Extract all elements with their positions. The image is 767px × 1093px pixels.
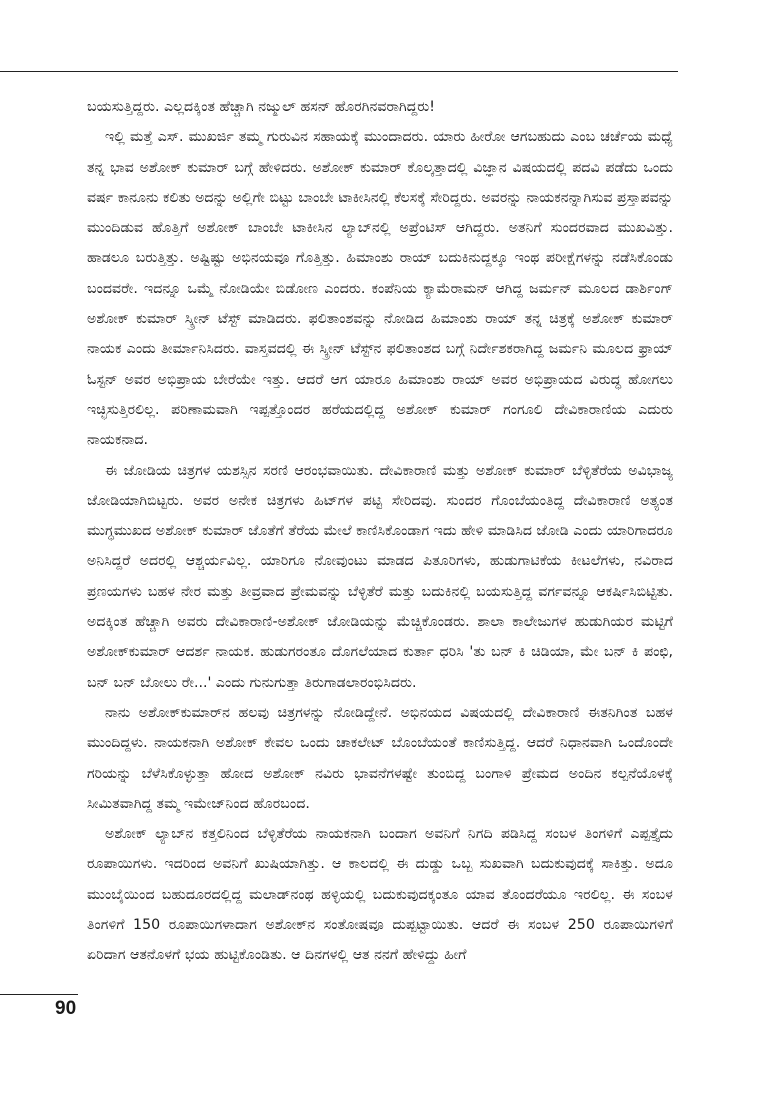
paragraph-salary: ಅಶೋಕ್ ಲ್ಯಾಬ್‌ನ ಕತ್ತಲಿನಿಂದ ಬೆಳ್ಳಿತೆರೆಯ ನಾಯಕನಾಗಿ ಬಂದಾಗ ಅವನಿಗೆ ನಿಗದಿ ಪಡಿಸಿದ್ದ ಸಂಬಳ ತಿಂಗಳಿಗೆ ಎಪ್ಪತ್ತೈದು ರೂಪಾಯಿಗಳು. ಇದರಿಂದ ಅವನಿಗೆ ಖುಷಿಯಾಗಿತ್ತು. ಆ ಕಾಲದಲ್ಲಿ ಈ ದುಡ್ಡು ಒಬ್ಬ ಸುಖವಾಗಿ ಬದುಕುವುದಕ್ಕೆ ಸಾಕಿತ್ತು. ಅದೂ ಮುಂಬೈಯಿಂದ ಬಹುದೂರದಲ್ಲಿದ್ದ ಮಲಾಡ್‌ನಂಥ ಹಳ್ಳಿಯಲ್ಲಿ ಬದುಕುವುದಕ್ಕಂತೂ ಯಾವ ತೊಂದರೆಯೂ ಇರಲಿಲ್ಲ. ಈ ಸಂಬಳ ತಿಂಗಳಿಗೆ 150 ರೂಪಾಯಿಗಳಾದಾಗ ಅಶೋಕ್‌ನ ಸಂತೋಷವೂ ದುಪ್ಪಟ್ಟಾಯಿತು. ಆದರೆ ಈ ಸಂಬಳ 250 ರೂಪಾಯಿಗಳಿಗೆ ಏರಿದಾಗ ಆತನೊಳಗೆ ಭಯ ಹುಟ್ಟಿಕೊಂಡಿತು. ಆ ದಿನಗಳಲ್ಲಿ ಆತ ನನಗೆ ಹೇಳಿದ್ದು ಹೀಗೆ	[87, 826, 673, 964]
paragraph-pair-success: ಈ ಜೋಡಿಯ ಚಿತ್ರಗಳ ಯಶಸ್ಸಿನ ಸರಣಿ ಆರಂಭವಾಯಿತು. ದೇವಿಕಾರಾಣಿ ಮತ್ತು ಅಶೋಕ್ ಕುಮಾರ್ ಬೆಳ್ಳಿತೆರೆಯ ಅವಿಭಾಜ್ಯ ಜೋಡಿಯಾಗಿಬಿಟ್ಟರು. ಅವರ ಅನೇಕ ಚಿತ್ರಗಳು ಹಿಟ್‌ಗಳ ಪಟ್ಟಿ ಸೇರಿದವು. ಸುಂದರ ಗೊಂಬೆಯಂತಿದ್ದ ದೇವಿಕಾರಾಣಿ ಅತ್ಯಂತ ಮುಗ್ಧಮುಖದ ಅಶೋಕ್ ಕುಮಾರ್ ಜೊತೆಗೆ ತೆರೆಯ ಮೇಲೆ ಕಾಣಿಸಿಕೊಂಡಾಗ ಇದು ಹೇಳಿ ಮಾಡಿಸಿದ ಜೋಡಿ ಎಂದು ಯಾರಿಗಾದರೂ ಅನಿಸಿದ್ದರೆ ಅದರಲ್ಲಿ ಆಶ್ಚರ್ಯವಿಲ್ಲ. ಯಾರಿಗೂ ನೋವುಂಟು ಮಾಡದ ಪಿತೂರಿಗಳು, ಹುಡುಗಾಟಿಕೆಯ ಕೀಟಲೆಗಳು, ನವಿರಾದ ಪ್ರಣಯಗಳು ಬಹಳ ನೇರ ಮತ್ತು ತೀವ್ರವಾದ ಪ್ರೇಮವನ್ನು ಬೆಳ್ಳಿತೆರೆ ಮತ್ತು ಬದುಕಿನಲ್ಲಿ ಬಯಸುತ್ತಿದ್ದ ವರ್ಗವನ್ನೂ ಆಕರ್ಷಿಸಿಬಿಟ್ಟಿತು. ಅದಕ್ಕಿಂತ ಹೆಚ್ಚಾಗಿ ಅವರು ದೇವಿಕಾರಾಣಿ-ಅಶೋಕ್ ಜೋಡಿಯನ್ನು ಮೆಚ್ಚಿಕೊಂಡರು. ಶಾಲಾ ಕಾಲೇಜುಗಳ ಹುಡುಗಿಯರ ಮಟ್ಟಿಗೆ ಅಶೋಕ್‌ಕುಮಾರ್ ಆದರ್ಶ ನಾಯಕ. ಹುಡುಗರಂತೂ ದೊಗಲೆಯಾದ ಕುರ್ತಾ ಧರಿಸಿ 'ತು ಬನ್ ಕಿ ಚಿಡಿಯಾ, ಮೇ ಬನ್ ಕಿ ಪಂಛಿ, ಬನ್ ಬನ್ ಬೋಲು ರೇ...' ಎಂದು ಗುನುಗುತ್ತಾ ತಿರುಗಾಡಲಾರಂಭಿಸಿದರು.	[87, 462, 673, 691]
paragraph-mukherjee: ಇಲ್ಲಿ ಮತ್ತೆ ಎಸ್. ಮುಖರ್ಜಿ ತಮ್ಮ ಗುರುವಿನ ಸಹಾಯಕ್ಕೆ ಮುಂದಾದರು. ಯಾರು ಹೀರೋ ಆಗಬಹುದು ಎಂಬ ಚರ್ಚೆಯ ಮಧ್ಯೆ ತನ್ನ ಭಾವ ಅಶೋಕ್ ಕುಮಾರ್ ಬಗ್ಗೆ ಹೇಳಿದರು. ಅಶೋಕ್ ಕುಮಾರ್ ಕೊಲ್ಕತ್ತಾದಲ್ಲಿ ವಿಜ್ಞಾನ ವಿಷಯದಲ್ಲಿ ಪದವಿ ಪಡೆದು ಒಂದು ವರ್ಷ ಕಾನೂನು ಕಲಿತು ಅದನ್ನು ಅಲ್ಲಿಗೇ ಬಿಟ್ಟು ಬಾಂಬೇ ಟಾಕೀಸಿನಲ್ಲಿ ಕೆಲಸಕ್ಕೆ ಸೇರಿದ್ದರು. ಅವರನ್ನು ನಾಯಕನನ್ನಾಗಿಸುವ ಪ್ರಸ್ತಾಪವನ್ನು ಮುಂದಿಡುವ ಹೊತ್ತಿಗೆ ಅಶೋಕ್ ಬಾಂಬೇ ಟಾಕೀಸಿನ ಲ್ಯಾಬ್‌ನಲ್ಲಿ ಅಪ್ರೆಂಟಿಸ್ ಆಗಿದ್ದರು. ಅತನಿಗೆ ಸುಂದರವಾದ ಮುಖವಿತ್ತು. ಹಾಡಲೂ ಬರುತ್ತಿತ್ತು. ಅಷ್ಟಿಷ್ಟು ಅಭಿನಯವೂ ಗೊತ್ತಿತ್ತು. ಹಿಮಾಂಶು ರಾಯ್ ಬದುಕಿನುದ್ದಕ್ಕೂ ಇಂಥ ಪರೀಕ್ಷೆಗಳನ್ನು ನಡೆಸಿಕೊಂಡು ಬಂದವರೇ. ಇದನ್ನೂ ಒಮ್ಮೆ ನೋಡಿಯೇ ಬಿಡೋಣ ಎಂದರು. ಕಂಪೆನಿಯ ಕ್ಯಾಮೆರಾಮನ್ ಆಗಿದ್ದ ಜರ್ಮನ್ ಮೂಲದ ಡಾರ್ಶಿಂಗ್ ಅಶೋಕ್ ಕುಮಾರ್ ಸ್ಕ್ರೀನ್ ಟೆಸ್ಟ್ ಮಾಡಿದರು. ಫಲಿತಾಂಶವನ್ನು ನೋಡಿದ ಹಿಮಾಂಶು ರಾಯ್ ತನ್ನ ಚಿತ್ರಕ್ಕೆ ಅಶೋಕ್ ಕುಮಾರ್ ನಾಯಕ ಎಂದು ತೀರ್ಮಾನಿಸಿದರು. ವಾಸ್ತವದಲ್ಲಿ ಈ ಸ್ಕ್ರೀನ್ ಟೆಸ್ಟ್‌ನ ಫಲಿತಾಂಶದ ಬಗ್ಗೆ ನಿರ್ದೇಶಕರಾಗಿದ್ದ ಜರ್ಮನಿ ಮೂಲದ ಫ್ರಾಯ್ ಓಸ್ಟನ್ ಅವರ ಅಭಿಪ್ರಾಯ ಬೇರೆಯೇ ಇತ್ತು. ಆದರೆ ಆಗ ಯಾರೂ ಹಿಮಾಂಶು ರಾಯ್ ಅವರ ಅಭಿಪ್ರಾಯದ ವಿರುದ್ಧ ಹೋಗಲು ಇಚ್ಛಿಸುತ್ತಿರಲಿಲ್ಲ. ಪರಿಣಾಮವಾಗಿ ಇಪ್ಪತ್ತೊಂದರ ಹರೆಯದಲ್ಲಿದ್ದ ಅಶೋಕ್ ಕುಮಾರ್ ಗಂಗೂಲಿ ದೇವಿಕಾರಾಣಿಯ ಎದುರು ನಾಯಕನಾದ.	[87, 129, 673, 449]
paragraph-continuation: ಬಯಸುತ್ತಿದ್ದರು. ಎಲ್ಲದಕ್ಕಿಂತ ಹೆಚ್ಚಾಗಿ ನಜ್ಮುಲ್ ಹಸನ್ ಹೊರಗಿನವರಾಗಿದ್ದರು!	[87, 99, 435, 115]
page-number: 90	[55, 998, 77, 1019]
footer-rule	[0, 994, 78, 995]
body-text	[87, 92, 673, 971]
header-rule	[0, 71, 678, 72]
paragraph-author-view: ನಾನು ಅಶೋಕ್‌ಕುಮಾರ್‌ನ ಹಲವು ಚಿತ್ರಗಳನ್ನು ನೋಡಿದ್ದೇನೆ. ಅಭಿನಯದ ವಿಷಯದಲ್ಲಿ ದೇವಿಕಾರಾಣಿ ಈತನಿಗಿಂತ ಬಹಳ ಮುಂದಿದ್ದಳು. ನಾಯಕನಾಗಿ ಅಶೋಕ್ ಕೇವಲ ಒಂದು ಚಾಕಲೇಟ್ ಬೊಂಬೆಯಂತೆ ಕಾಣಿಸುತ್ತಿದ್ದ. ಆದರೆ ನಿಧಾನವಾಗಿ ಒಂದೊಂದೇ ಗರಿಯನ್ನು ಬೆಳೆಸಿಕೊಳ್ಳುತ್ತಾ ಹೋದ ಅಶೋಕ್ ನವಿರು ಭಾವನೆಗಳಷ್ಟೇ ತುಂಬಿದ್ದ ಬಂಗಾಳಿ ಪ್ರೇಮದ ಅಂದಿನ ಕಲ್ಪನೆಯೊಳಕ್ಕೆ ಸೀಮಿತವಾಗಿದ್ದ ತಮ್ಮ ಇಮೇಜ್‌ನಿಂದ ಹೊರಬಂದ.	[87, 704, 673, 812]
